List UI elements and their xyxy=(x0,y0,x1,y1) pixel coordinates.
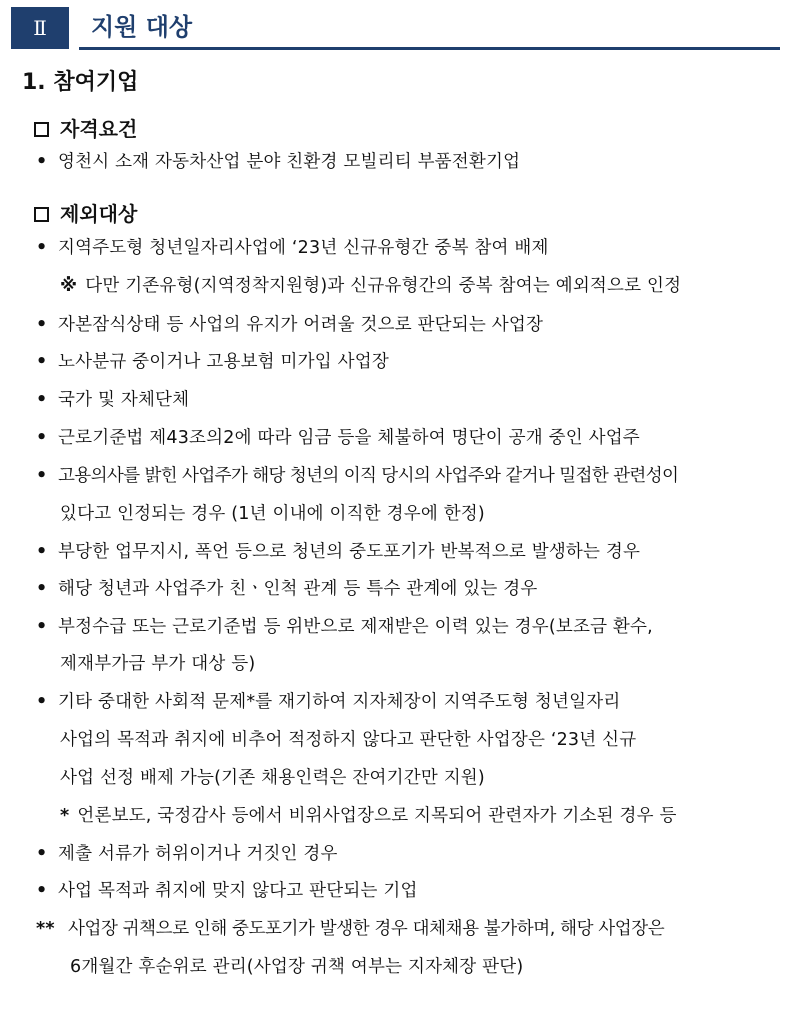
list-item-text: 영천시 소재 자동차산업 분야 친환경 모빌리티 부품전환기업 xyxy=(58,152,521,172)
list-item xyxy=(36,229,776,267)
list-item-continuation: 사업 선정 배제 가능(기존 채용인력은 잔여기간만 지원) xyxy=(60,768,485,788)
bullet-icon: • xyxy=(36,315,48,335)
note-mark: ※ xyxy=(60,276,78,296)
footnote-text: 사업장 귀책으로 인해 중도포기가 발생한 경우 대체채용 불가하며, 해당 사업장은 xyxy=(68,919,665,939)
eligibility-heading-label: 자격요건 xyxy=(60,117,138,141)
list-item-continuation: 사업의 목적과 취지에 비추어 적정하지 않다고 판단한 사업장은 ‘23년 신규 xyxy=(60,730,637,750)
bullet-icon: • xyxy=(36,428,48,448)
subsection-title: 1. 참여기업 xyxy=(22,70,139,95)
list-item xyxy=(36,683,776,721)
checkbox-icon xyxy=(34,207,49,222)
list-item xyxy=(36,306,776,344)
section-numeral: Ⅱ xyxy=(11,7,69,49)
list-item-text: 제출 서류가 허위이거나 거짓인 경우 xyxy=(58,844,338,864)
list-item xyxy=(36,570,776,608)
list-item-text: 해당 청년과 사업주가 친ㆍ인척 관계 등 특수 관계에 있는 경우 xyxy=(58,579,538,599)
list-item-text: 지역주도형 청년일자리사업에 ‘23년 신규유형간 중복 참여 배제 xyxy=(58,238,549,258)
list-item-text: 부정수급 또는 근로기준법 등 위반으로 제재받은 이력 있는 경우(보조금 환수, xyxy=(58,617,653,637)
list-item-note xyxy=(60,797,677,835)
list-item xyxy=(36,872,776,910)
section-header xyxy=(11,5,769,51)
footnote-mark: ** xyxy=(36,919,55,939)
bullet-icon: • xyxy=(36,466,48,486)
bullet-icon: • xyxy=(36,542,48,562)
list-item xyxy=(36,457,776,495)
list-item xyxy=(36,835,776,873)
list-item-text: 노사분규 중이거나 고용보험 미가입 사업장 xyxy=(58,352,389,372)
list-item-continuation: 제재부가금 부가 대상 등) xyxy=(60,654,256,674)
list-item-text: 고용의사를 밝힌 사업주가 해당 청년의 이직 당시의 사업주와 같거나 밀접한 관련성이 xyxy=(58,466,679,486)
footnote-continuation: 6개월간 후순위로 관리(사업장 귀책 여부는 지자체장 판단) xyxy=(70,957,524,977)
list-item xyxy=(36,608,776,646)
note-mark: * xyxy=(60,806,70,826)
bullet-icon: • xyxy=(36,238,48,258)
eligibility-heading xyxy=(34,114,137,144)
list-item xyxy=(36,343,776,381)
bullet-icon: • xyxy=(36,152,48,172)
bullet-icon: • xyxy=(36,390,48,410)
exclusion-heading xyxy=(34,199,137,229)
list-item-text: 근로기준법 제43조의2에 따라 임금 등을 체불하여 명단이 공개 중인 사업주 xyxy=(58,428,640,448)
bullet-icon: • xyxy=(36,881,48,901)
section-title: 지원 대상 xyxy=(91,13,193,41)
exclusion-heading-label: 제외대상 xyxy=(60,202,138,226)
bullet-icon: • xyxy=(36,579,48,599)
list-item-text: 자본잠식상태 등 사업의 유지가 어려울 것으로 판단되는 사업장 xyxy=(58,315,544,335)
list-item-text: 국가 및 자체단체 xyxy=(58,390,190,410)
list-item-note xyxy=(60,267,681,305)
list-item-continuation: 있다고 인정되는 경우 (1년 이내에 이직한 경우에 한정) xyxy=(60,504,485,524)
checkbox-icon xyxy=(34,122,49,137)
note-text: 다만 기존유형(지역정착지원형)과 신규유형간의 중복 참여는 예외적으로 인정 xyxy=(85,276,682,296)
list-item xyxy=(36,381,776,419)
bullet-icon: • xyxy=(36,692,48,712)
list-item xyxy=(36,143,776,181)
bullet-icon: • xyxy=(36,844,48,864)
note-text: 언론보도, 국정감사 등에서 비위사업장으로 지목되어 관련자가 기소된 경우 등 xyxy=(77,806,677,826)
bullet-icon: • xyxy=(36,617,48,637)
list-item-text: 사업 목적과 취지에 맞지 않다고 판단되는 기업 xyxy=(58,881,418,901)
list-item xyxy=(36,419,776,457)
list-item-text: 기타 중대한 사회적 문제*를 재기하여 지자체장이 지역주도형 청년일자리 xyxy=(58,692,621,712)
bullet-icon: • xyxy=(36,352,48,372)
footnote xyxy=(36,910,664,948)
list-item-text: 부당한 업무지시, 폭언 등으로 청년의 중도포기가 반복적으로 발생하는 경우 xyxy=(58,542,641,562)
section-divider xyxy=(79,47,780,50)
list-item xyxy=(36,533,776,571)
